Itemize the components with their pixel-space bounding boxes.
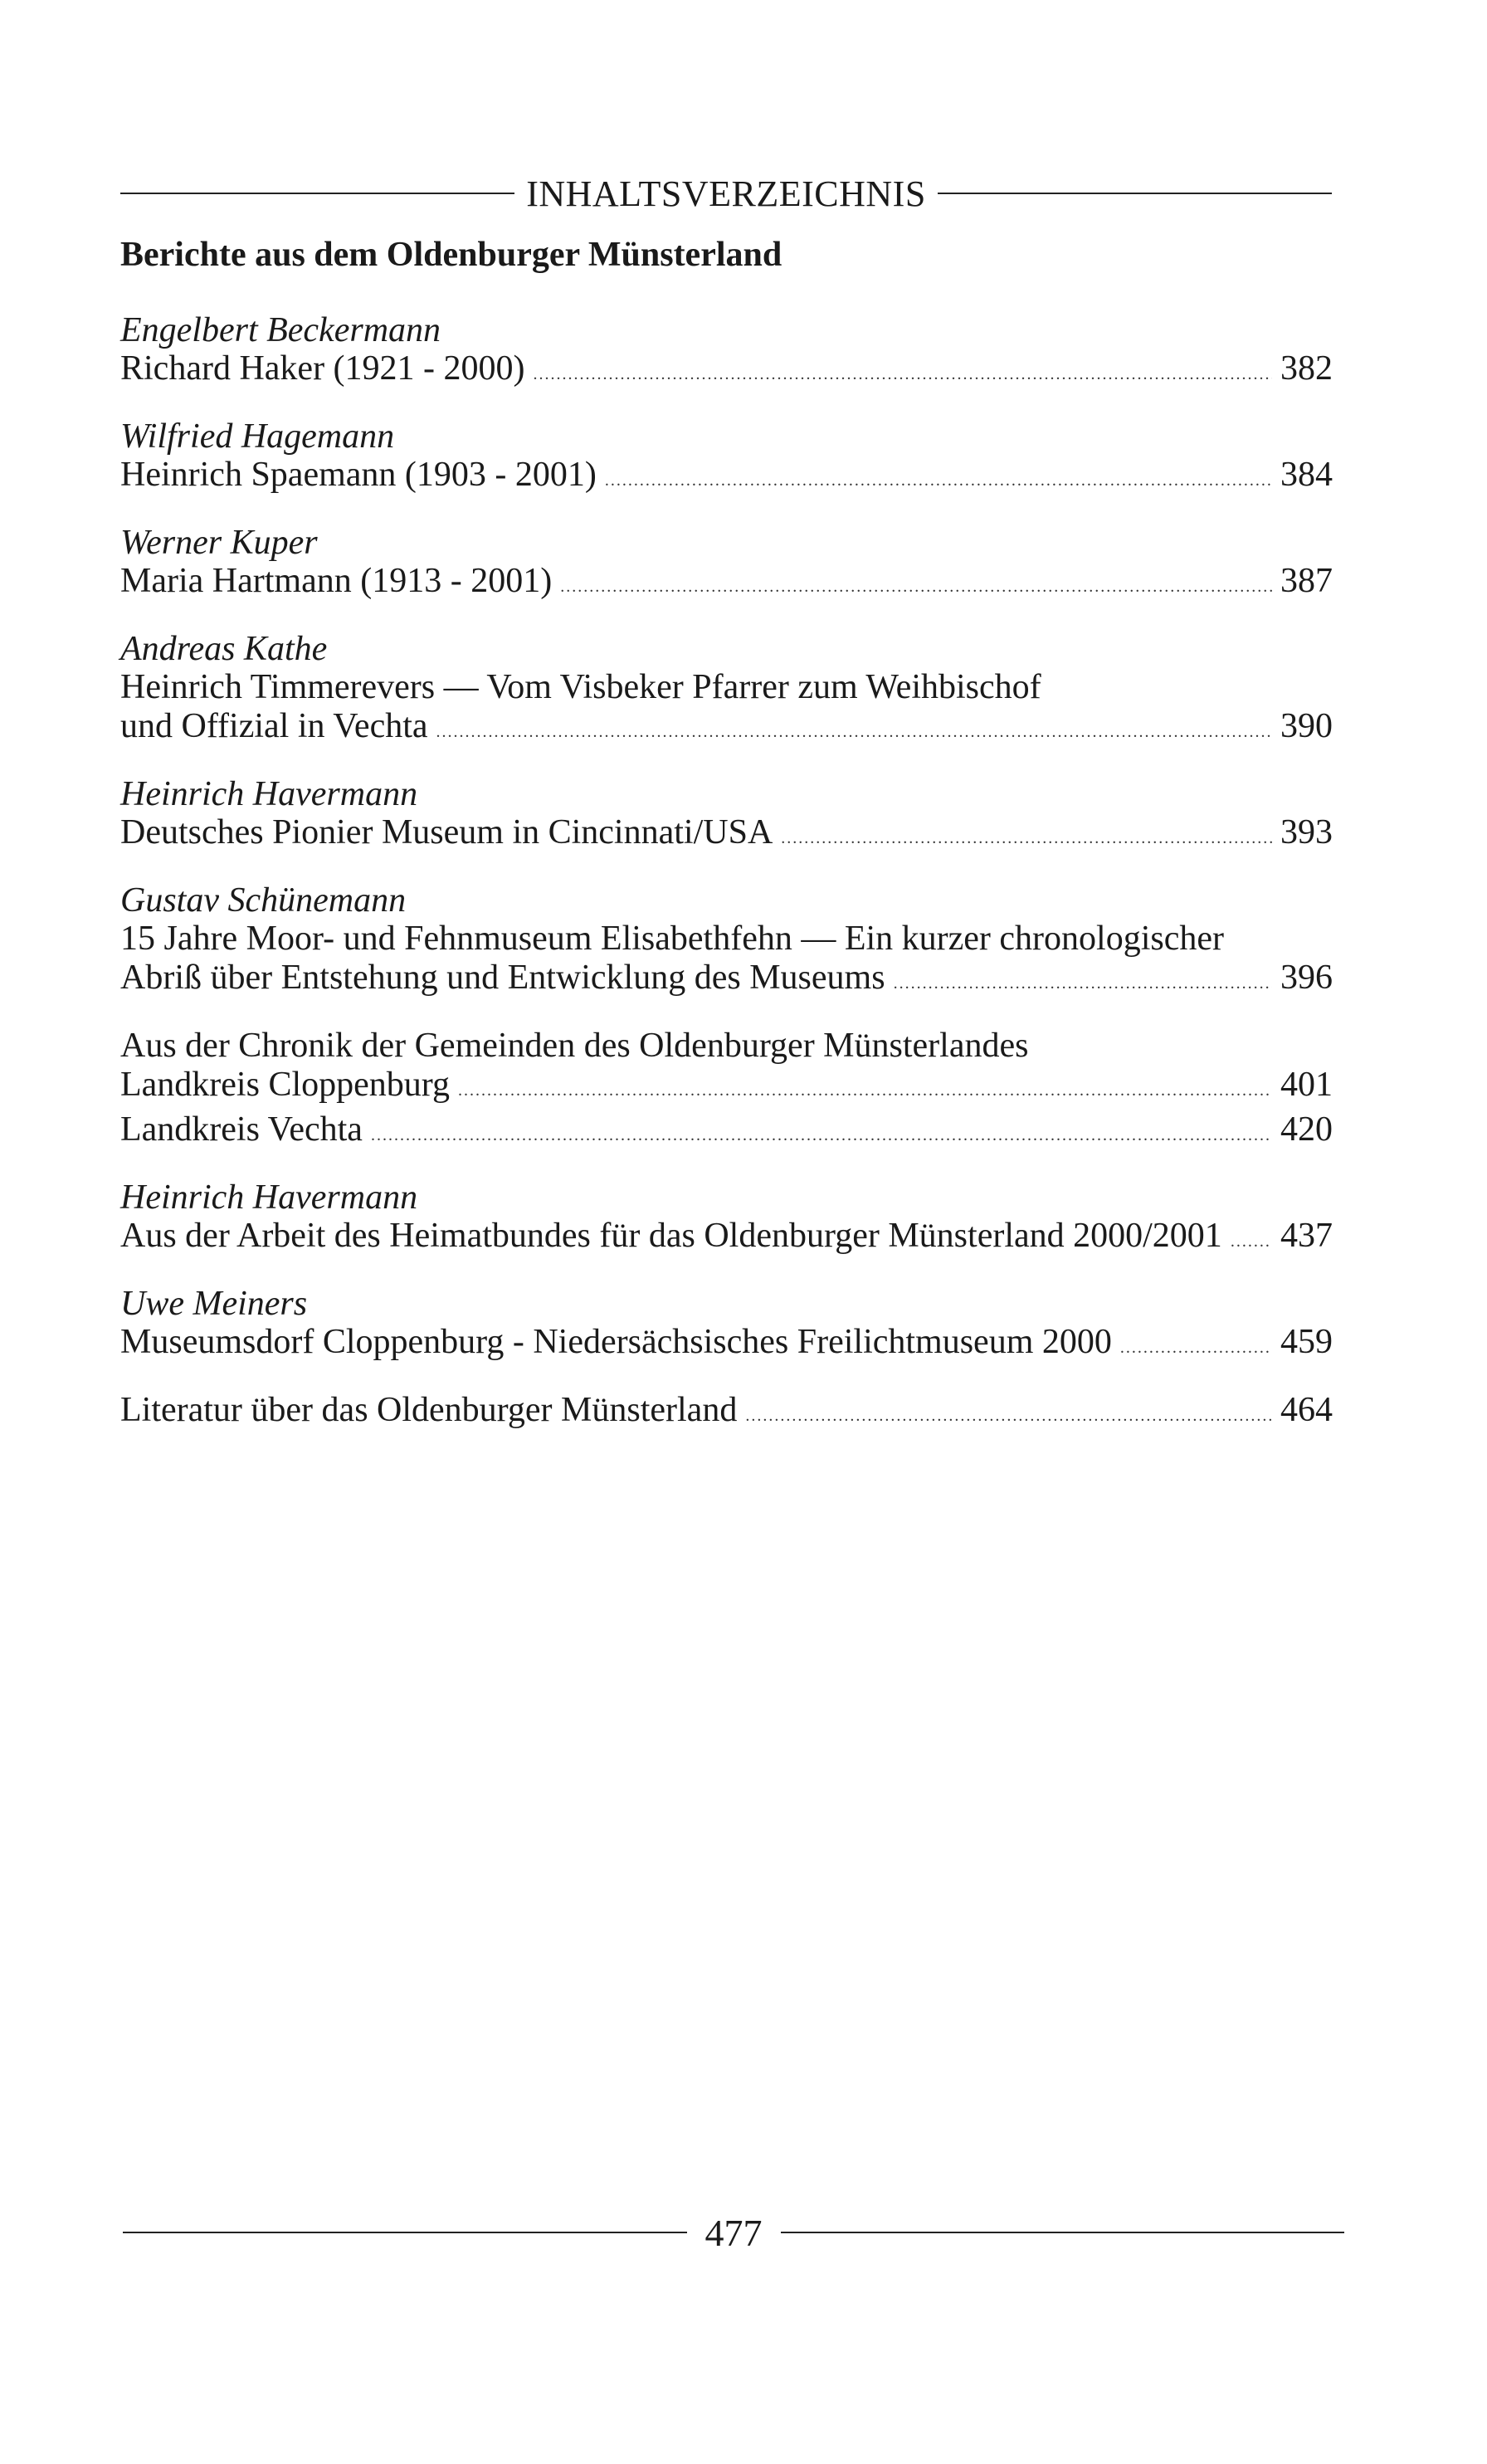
toc-page-number: 384	[1280, 456, 1333, 494]
toc-title-line: Heinrich Timmerevers — Vom Visbeker Pfarrer zum Weihbischof	[120, 668, 1041, 706]
toc-title: Abriß über Entstehung und Entwicklung des Museums	[120, 959, 885, 997]
toc-line	[120, 1110, 1333, 1155]
dot-leader	[781, 819, 1272, 858]
toc-entry	[120, 630, 1333, 752]
footer-rule-right	[781, 2232, 1345, 2233]
toc-entry	[120, 1178, 1333, 1261]
toc-entry	[120, 1027, 1333, 1155]
toc-author: Uwe Meiners	[120, 1285, 308, 1323]
toc-title: und Offizial in Vechta	[120, 707, 428, 745]
toc-entry	[120, 775, 1333, 858]
toc-page-number: 390	[1280, 707, 1333, 745]
header-rule-left	[120, 193, 514, 194]
toc-line	[120, 456, 1333, 500]
dot-leader	[605, 461, 1272, 500]
toc-entry	[120, 311, 1333, 394]
toc-page-number: 396	[1280, 959, 1333, 997]
toc-page-number: 420	[1280, 1110, 1333, 1149]
page-number: 477	[704, 2211, 763, 2254]
toc-title: Heinrich Spaemann (1903 - 2001)	[120, 456, 597, 494]
toc-title-line: Aus der Chronik der Gemeinden des Oldenburger Münsterlandes	[120, 1027, 1029, 1065]
dot-leader	[560, 568, 1272, 607]
toc-page-number: 459	[1280, 1323, 1333, 1361]
toc-page-number: 382	[1280, 349, 1333, 388]
toc-page-number: 387	[1280, 562, 1333, 600]
toc-author: Werner Kuper	[120, 524, 318, 562]
toc-author: Engelbert Beckermann	[120, 311, 441, 349]
toc-author: Wilfried Hagemann	[120, 417, 395, 456]
dot-leader	[1231, 1222, 1272, 1261]
toc-title: Deutsches Pionier Museum in Cincinnati/USA	[120, 813, 773, 851]
dot-leader	[436, 713, 1272, 752]
toc-line	[120, 1323, 1333, 1368]
toc-line	[120, 1217, 1333, 1261]
dot-leader	[1120, 1329, 1272, 1368]
toc-page-number: 401	[1280, 1066, 1333, 1104]
toc-title: Aus der Arbeit des Heimatbundes für das Oldenburger Münsterland 2000/2001	[120, 1217, 1222, 1255]
toc-title: Literatur über das Oldenburger Münsterland	[120, 1391, 738, 1429]
toc-line	[120, 959, 1333, 1003]
toc-title: Museumsdorf Cloppenburg - Niedersächsisches Freilichtmuseum 2000	[120, 1323, 1112, 1361]
toc-entry	[120, 417, 1333, 500]
toc-author: Heinrich Havermann	[120, 1178, 418, 1217]
page-title: INHALTSVERZEICHNIS	[526, 173, 926, 214]
toc-title: Richard Haker (1921 - 2000)	[120, 349, 525, 388]
toc-author: Andreas Kathe	[120, 630, 328, 668]
toc-line	[120, 349, 1333, 394]
header-rule	[120, 168, 1332, 218]
toc-line	[120, 813, 1333, 858]
dot-leader	[745, 1397, 1272, 1436]
footer-rule-left	[123, 2232, 687, 2233]
toc-line	[120, 707, 1333, 752]
toc-entry	[120, 1391, 1333, 1436]
dot-leader	[458, 1071, 1272, 1110]
toc-line	[120, 1391, 1333, 1436]
section-title: Berichte aus dem Oldenburger Münsterland	[120, 236, 783, 274]
toc-entry	[120, 524, 1333, 607]
dot-leader	[534, 355, 1272, 394]
toc-entry	[120, 881, 1333, 1003]
dot-leader	[894, 964, 1272, 1003]
toc-line	[120, 562, 1333, 607]
toc-page-number: 464	[1280, 1391, 1333, 1429]
toc-line	[120, 1066, 1333, 1110]
toc-page-number: 393	[1280, 813, 1333, 851]
toc-entry	[120, 1285, 1333, 1368]
toc-author: Heinrich Havermann	[120, 775, 418, 813]
table-of-contents	[120, 311, 1333, 1459]
dot-leader	[371, 1116, 1272, 1155]
toc-author: Gustav Schünemann	[120, 881, 407, 920]
toc-title-line: 15 Jahre Moor- und Fehnmuseum Elisabethfehn — Ein kurzer chronologischer	[120, 920, 1224, 958]
footer-rule	[123, 2208, 1344, 2257]
toc-page-number: 437	[1280, 1217, 1333, 1255]
toc-title: Landkreis Cloppenburg	[120, 1066, 450, 1104]
toc-title: Landkreis Vechta	[120, 1110, 363, 1149]
header-rule-right	[938, 193, 1332, 194]
toc-title: Maria Hartmann (1913 - 2001)	[120, 562, 553, 600]
